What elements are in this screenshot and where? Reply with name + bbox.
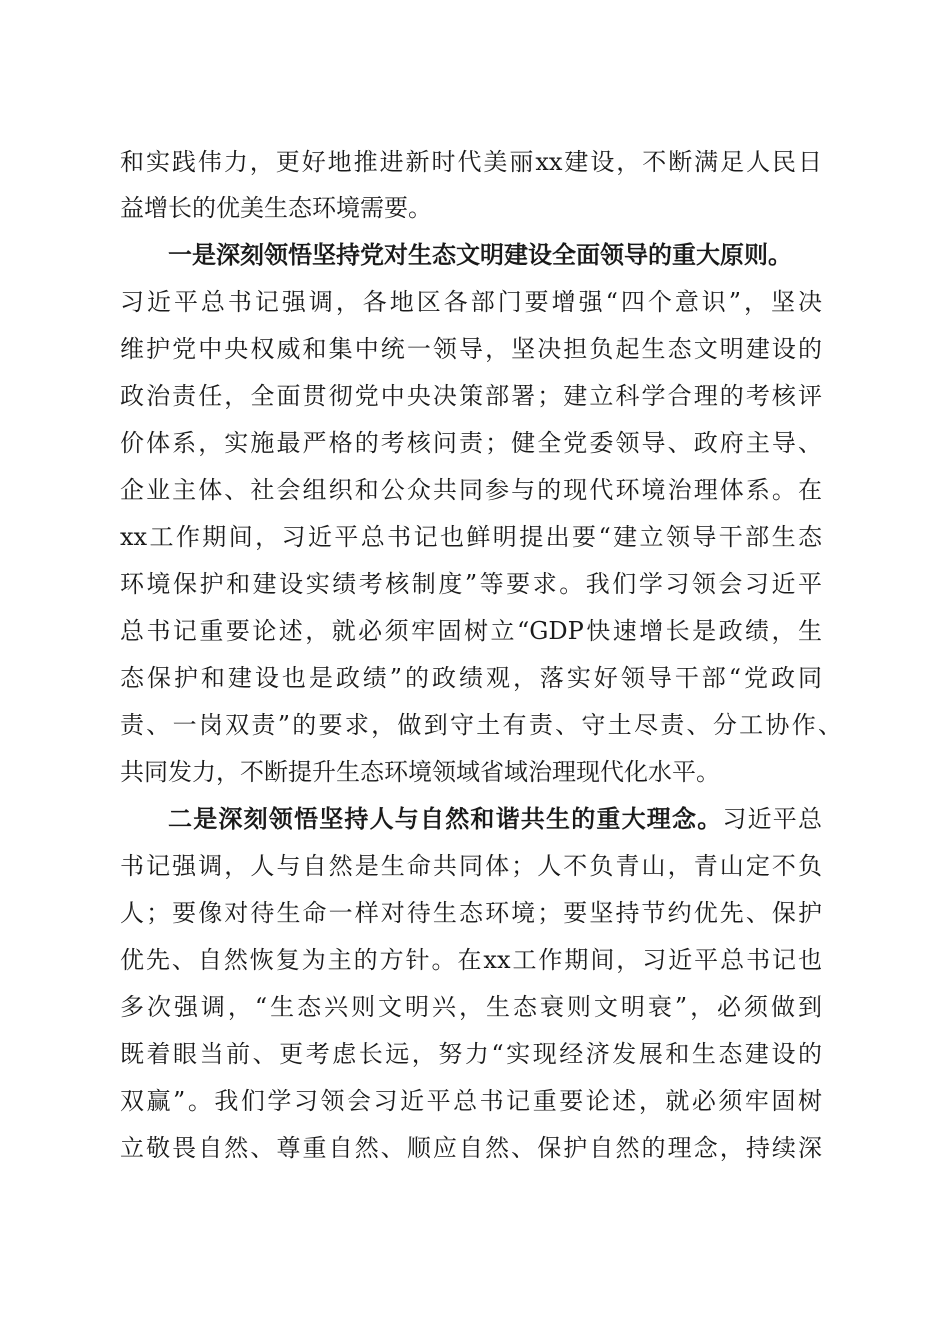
text-line-19: 多次强调，“生态兴则文明兴，生态衰则文明衰”，必须做到 [120, 993, 822, 1021]
text-line-4: 习近平总书记强调，各地区各部门要增强“四个意识”，坚决 [120, 288, 822, 316]
section-2-heading: 二是深刻领悟坚持人与自然和谐共生的重大理念。 [168, 804, 723, 833]
text-line-13: 责、一岗双责”的要求，做到守土有责、守土尽责、分工协作、 [120, 711, 842, 739]
text-line-20: 既着眼当前、更考虑长远，努力“实现经济发展和生态建设的 [120, 1040, 822, 1068]
text-line-8: 企业主体、社会组织和公众共同参与的现代环境治理体系。在 [120, 476, 822, 504]
text-line-11: 总书记重要论述，就必须牢固树立“GDP快速增长是政绩，生 [120, 617, 822, 645]
text-line-7: 价体系，实施最严格的考核问责；健全党委领导、政府主导、 [120, 429, 822, 457]
section-2-first-line [168, 804, 822, 834]
text-line-21: 双赢”。我们学习领会习近平总书记重要论述，就必须牢固树 [120, 1087, 822, 1115]
text-line-1: 和实践伟力，更好地推进新时代美丽xx建设，不断满足人民日 [120, 148, 822, 176]
text-line-2: 益增长的优美生态环境需要。 [120, 194, 432, 222]
text-line-16: 书记强调，人与自然是生命共同体；人不负青山，青山定不负 [120, 852, 822, 880]
text-line-10: 环境保护和建设实绩考核制度”等要求。我们学习领会习近平 [120, 570, 822, 598]
text-line-18: 优先、自然恢复为主的方针。在xx工作期间，习近平总书记也 [120, 946, 822, 974]
text-line-9: xx工作期间，习近平总书记也鲜明提出要“建立领导干部生态 [120, 523, 822, 551]
section-2-first-line-rest: 习近平总 [722, 805, 823, 833]
text-line-22: 立敬畏自然、尊重自然、顺应自然、保护自然的理念，持续深 [120, 1134, 822, 1162]
text-line-17: 人；要像对待生命一样对待生态环境；要坚持节约优先、保护 [120, 899, 822, 927]
text-line-5: 维护党中央权威和集中统一领导，坚决担负起生态文明建设的 [120, 335, 822, 363]
section-1-heading: 一是深刻领悟坚持党对生态文明建设全面领导的重大原则。 [168, 240, 792, 269]
text-line-6: 政治责任，全面贯彻党中央决策部署；建立科学合理的考核评 [120, 382, 822, 410]
text-line-12: 态保护和建设也是政绩”的政绩观，落实好领导干部“党政同 [120, 664, 822, 692]
text-line-14: 共同发力，不断提升生态环境领域省域治理现代化水平。 [120, 758, 720, 786]
